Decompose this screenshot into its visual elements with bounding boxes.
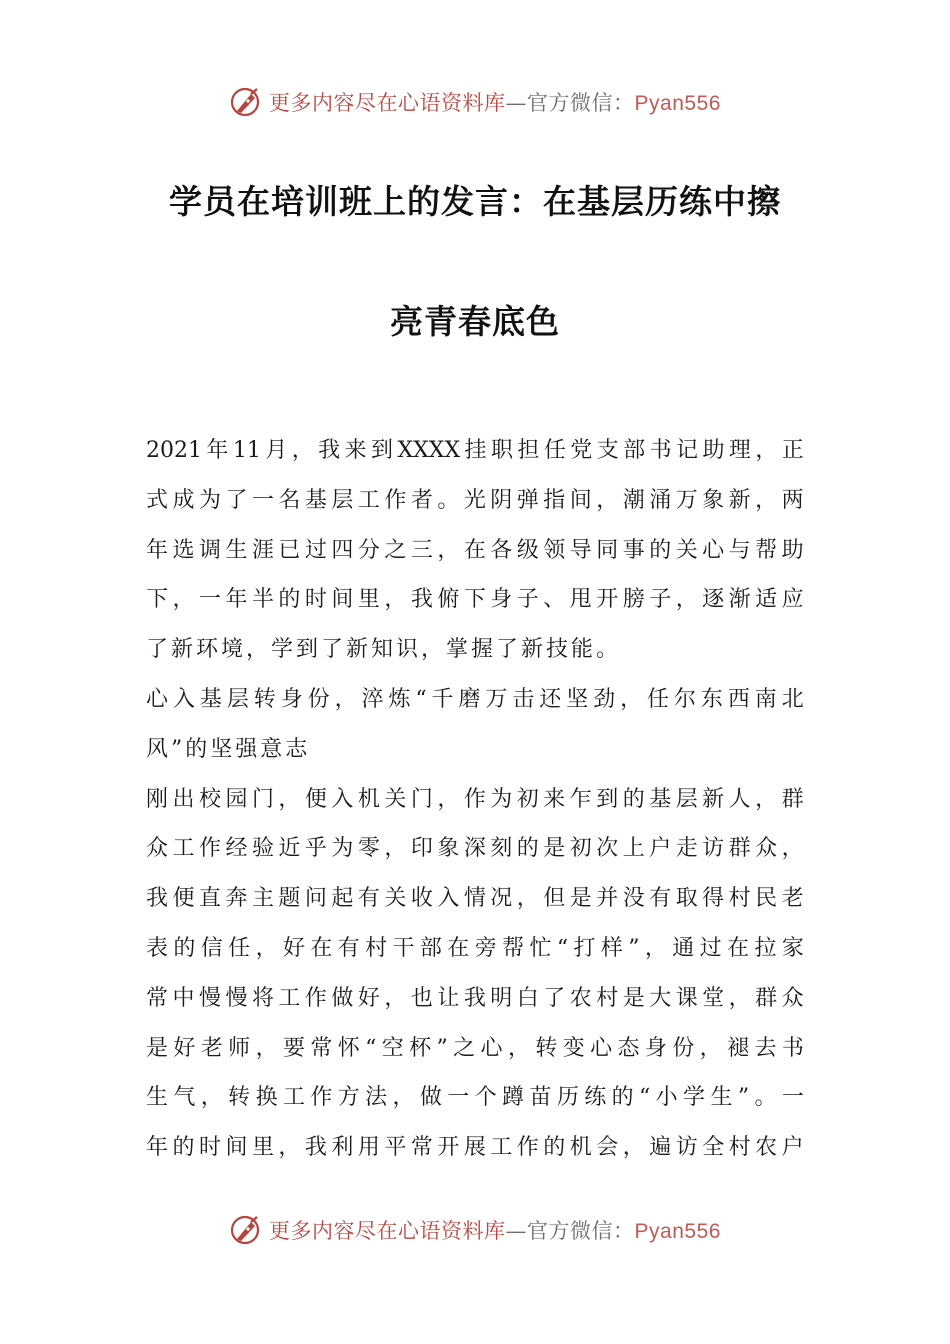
body-line: 心 入 基 层 转 身 份 ， 淬 炼 “ 千 磨 万 击 还 坚 劲 ， 任 尔 东 西 南 北 [146, 686, 804, 712]
watermark-wechat-label: 官方微信： [527, 91, 635, 115]
body-line: 是 好 老 师 ， 要 常 怀 “ 空 杯 ” 之 心 ， 转 变 心 态 身 份 ， 褪 去 书 [146, 1035, 804, 1061]
pen-nib-logo-icon [229, 85, 263, 119]
watermark-separator: — [505, 1219, 528, 1243]
watermark-wechat-id: Pyan556 [634, 1220, 721, 1243]
pen-nib-logo-icon [229, 1213, 263, 1247]
watermark-text [269, 1215, 721, 1245]
watermark-separator: — [505, 91, 528, 115]
document-body [146, 426, 804, 1173]
watermark-wechat-label: 官方微信： [527, 1219, 635, 1243]
document-title-line-1: 学员在培训班上的发言：在基层历练中擦 [169, 182, 781, 221]
body-line: 风”的坚强意志 [146, 736, 311, 762]
watermark-header [0, 82, 950, 122]
body-line: 常 中 慢 慢 将 工 作 做 好 ， 也 让 我 明 白 了 农 村 是 大 课 堂 ， 群 众 [146, 985, 804, 1011]
body-line: 了新环境，学到了新知识，掌握了新技能。 [146, 637, 622, 663]
body-line: 我 便 直 奔 主 题 问 起 有 关 收 入 情 况 ， 但 是 并 没 有 取 得 村 民 老 [146, 886, 804, 912]
watermark-footer [0, 1210, 950, 1250]
watermark-prefix: 更多内容尽在心语资料库 [269, 1219, 506, 1243]
body-line: 下 ， 一 年 半 的 时 间 里 ， 我 俯 下 身 子 、 甩 开 膀 子 ， 逐 渐 适 应 [146, 587, 804, 613]
body-line: 年 选 调 生 涯 已 过 四 分 之 三 ， 在 各 级 领 导 同 事 的 关 心 与 帮 助 [146, 537, 804, 563]
body-line: 生 气 ， 转 换 工 作 方 法 ， 做 一 个 蹲 苗 历 练 的 “ 小 学 生 ” 。 一 [146, 1085, 804, 1111]
body-line: 刚 出 校 园 门 ， 便 入 机 关 门 ， 作 为 初 来 乍 到 的 基 层 新 人 ， 群 [146, 786, 804, 812]
watermark-text [269, 87, 721, 117]
document-title-line-2: 亮青春底色 [390, 302, 560, 341]
watermark-wechat-id: Pyan556 [634, 92, 721, 115]
watermark-prefix: 更多内容尽在心语资料库 [269, 91, 506, 115]
body-line: 2021 年 11 月 ， 我 来 到 XXXX 挂 职 担 任 党 支 部 书 记 助 理 ， 正 [146, 438, 804, 463]
body-line: 式 成 为 了 一 名 基 层 工 作 者 。 光 阴 弹 指 间 ， 潮 涌 万 象 新 ， 两 [146, 487, 804, 513]
body-line: 年 的 时 间 里 ， 我 利 用 平 常 开 展 工 作 的 机 会 ， 遍 访 全 村 农 户 [146, 1135, 804, 1161]
body-line: 表 的 信 任 ， 好 在 有 村 干 部 在 旁 帮 忙 “ 打 样 ” ， 通 过 在 拉 家 [146, 935, 804, 961]
body-line: 众 工 作 经 验 近 乎 为 零 ， 印 象 深 刻 的 是 初 次 上 户 走 访 群 众 ， [146, 836, 804, 862]
